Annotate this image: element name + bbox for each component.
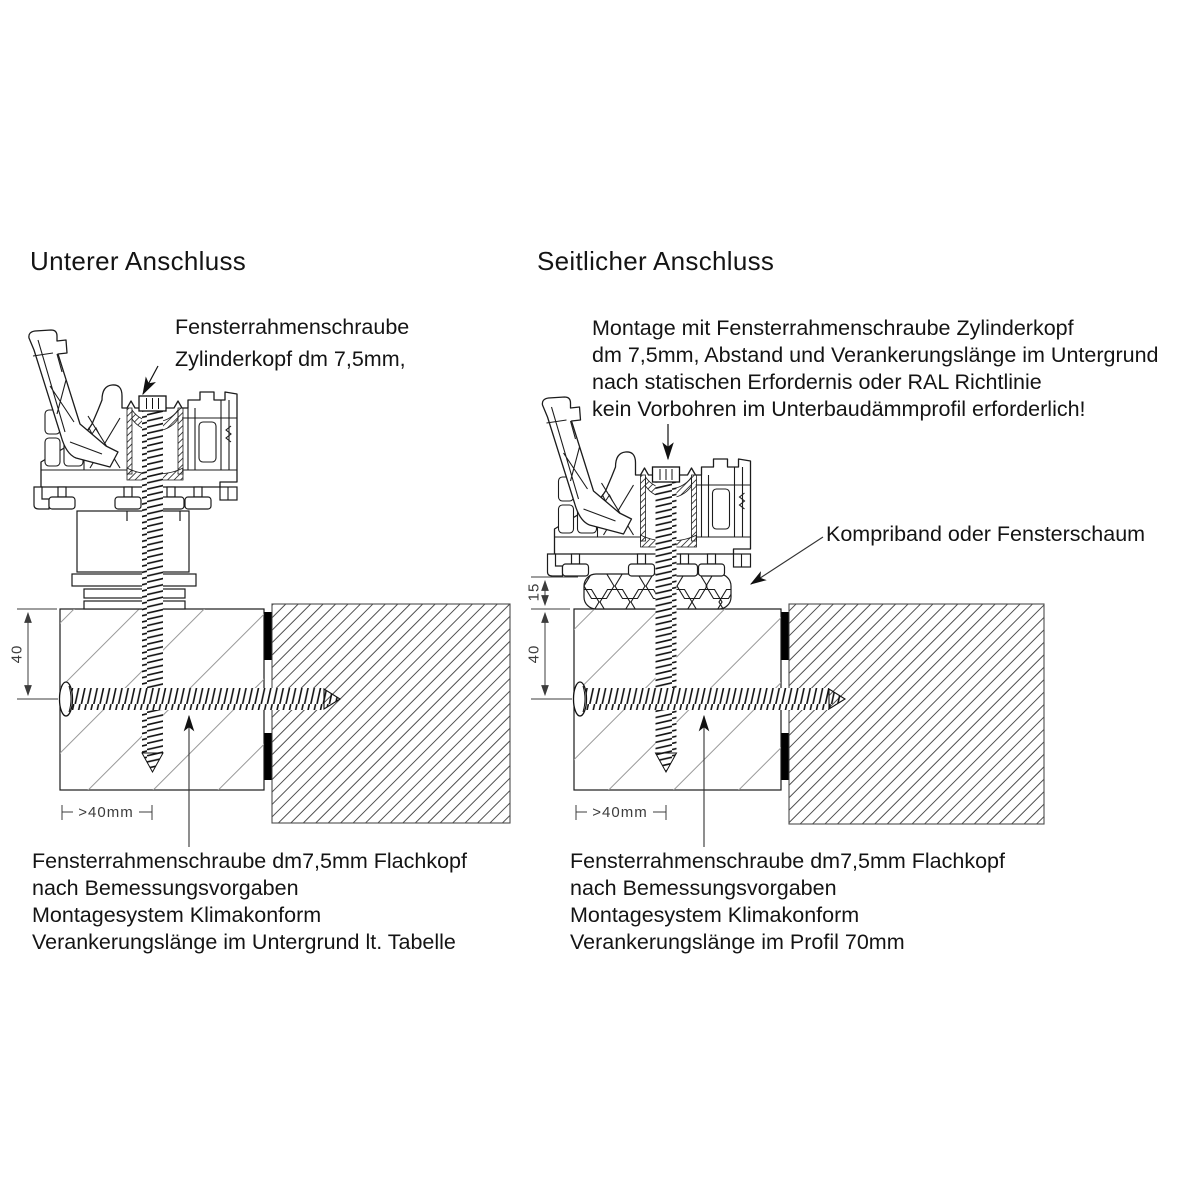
dimension-40-label: 40 xyxy=(525,644,543,664)
right-bottom-note-line: nach Bemessungsvorgaben xyxy=(570,876,837,900)
left-diagram xyxy=(9,330,511,847)
seal-label-arrow xyxy=(751,537,823,584)
left-screw-label-line: Zylinderkopf dm 7,5mm, xyxy=(175,347,406,371)
right-bottom-note-line: Verankerungslänge im Profil 70mm xyxy=(570,930,905,954)
frame-screw-vertical xyxy=(653,467,680,772)
right-bottom-note-line: Fensterrahmenschraube dm7,5mm Flachkopf xyxy=(570,849,1005,873)
right-section-title: Seitlicher Anschluss xyxy=(537,246,775,276)
right-bottom-note-line: Montagesystem Klimakonform xyxy=(570,903,860,927)
screw-label-arrow xyxy=(143,366,158,394)
masonry-wall xyxy=(789,604,1044,824)
left-bottom-note-line: nach Bemessungsvorgaben xyxy=(32,876,299,900)
right-diagram xyxy=(526,397,1045,847)
frame-screw-vertical xyxy=(139,396,166,772)
dimension-edge-label: >40mm xyxy=(592,804,648,821)
left-bottom-note-line: Verankerungslänge im Untergrund lt. Tabelle xyxy=(32,930,456,954)
left-bottom-note-line: Montagesystem Klimakonform xyxy=(32,903,322,927)
subframe-insulation-profile xyxy=(72,511,196,609)
left-section-title: Unterer Anschluss xyxy=(30,246,247,276)
right-montage-note-line: nach statischen Erfordernis oder RAL Richtlinie xyxy=(592,370,1042,394)
dimension-40-label: 40 xyxy=(8,644,26,664)
left-screw-label xyxy=(175,311,409,375)
seal-label: Kompriband oder Fensterschaum xyxy=(826,522,1146,546)
joint-seal-bar xyxy=(781,733,788,780)
joint-seal-bar xyxy=(264,733,271,780)
masonry-wall xyxy=(272,604,510,823)
dimension-edge-label: >40mm xyxy=(78,804,134,821)
right-montage-note xyxy=(592,315,1159,423)
joint-seal-bar xyxy=(264,612,271,660)
left-bottom-note-line: Fensterrahmenschraube dm7,5mm Flachkopf xyxy=(32,849,467,873)
left-screw-label-line: Fensterrahmenschraube xyxy=(175,315,410,339)
left-bottom-note xyxy=(32,848,467,956)
joint-seal-bar xyxy=(781,612,788,660)
right-montage-note-line: dm 7,5mm, Abstand und Verankerungslänge im Untergrund xyxy=(592,343,1159,367)
right-montage-note-line: kein Vorbohren im Unterbaudämmprofil erforderlich! xyxy=(592,397,1086,421)
right-bottom-note xyxy=(570,848,1005,956)
right-montage-note-line: Montage mit Fensterrahmenschraube Zylinderkopf xyxy=(592,316,1074,340)
dimension-15-label: 15 xyxy=(525,582,543,602)
window-frame-profile xyxy=(542,397,750,576)
